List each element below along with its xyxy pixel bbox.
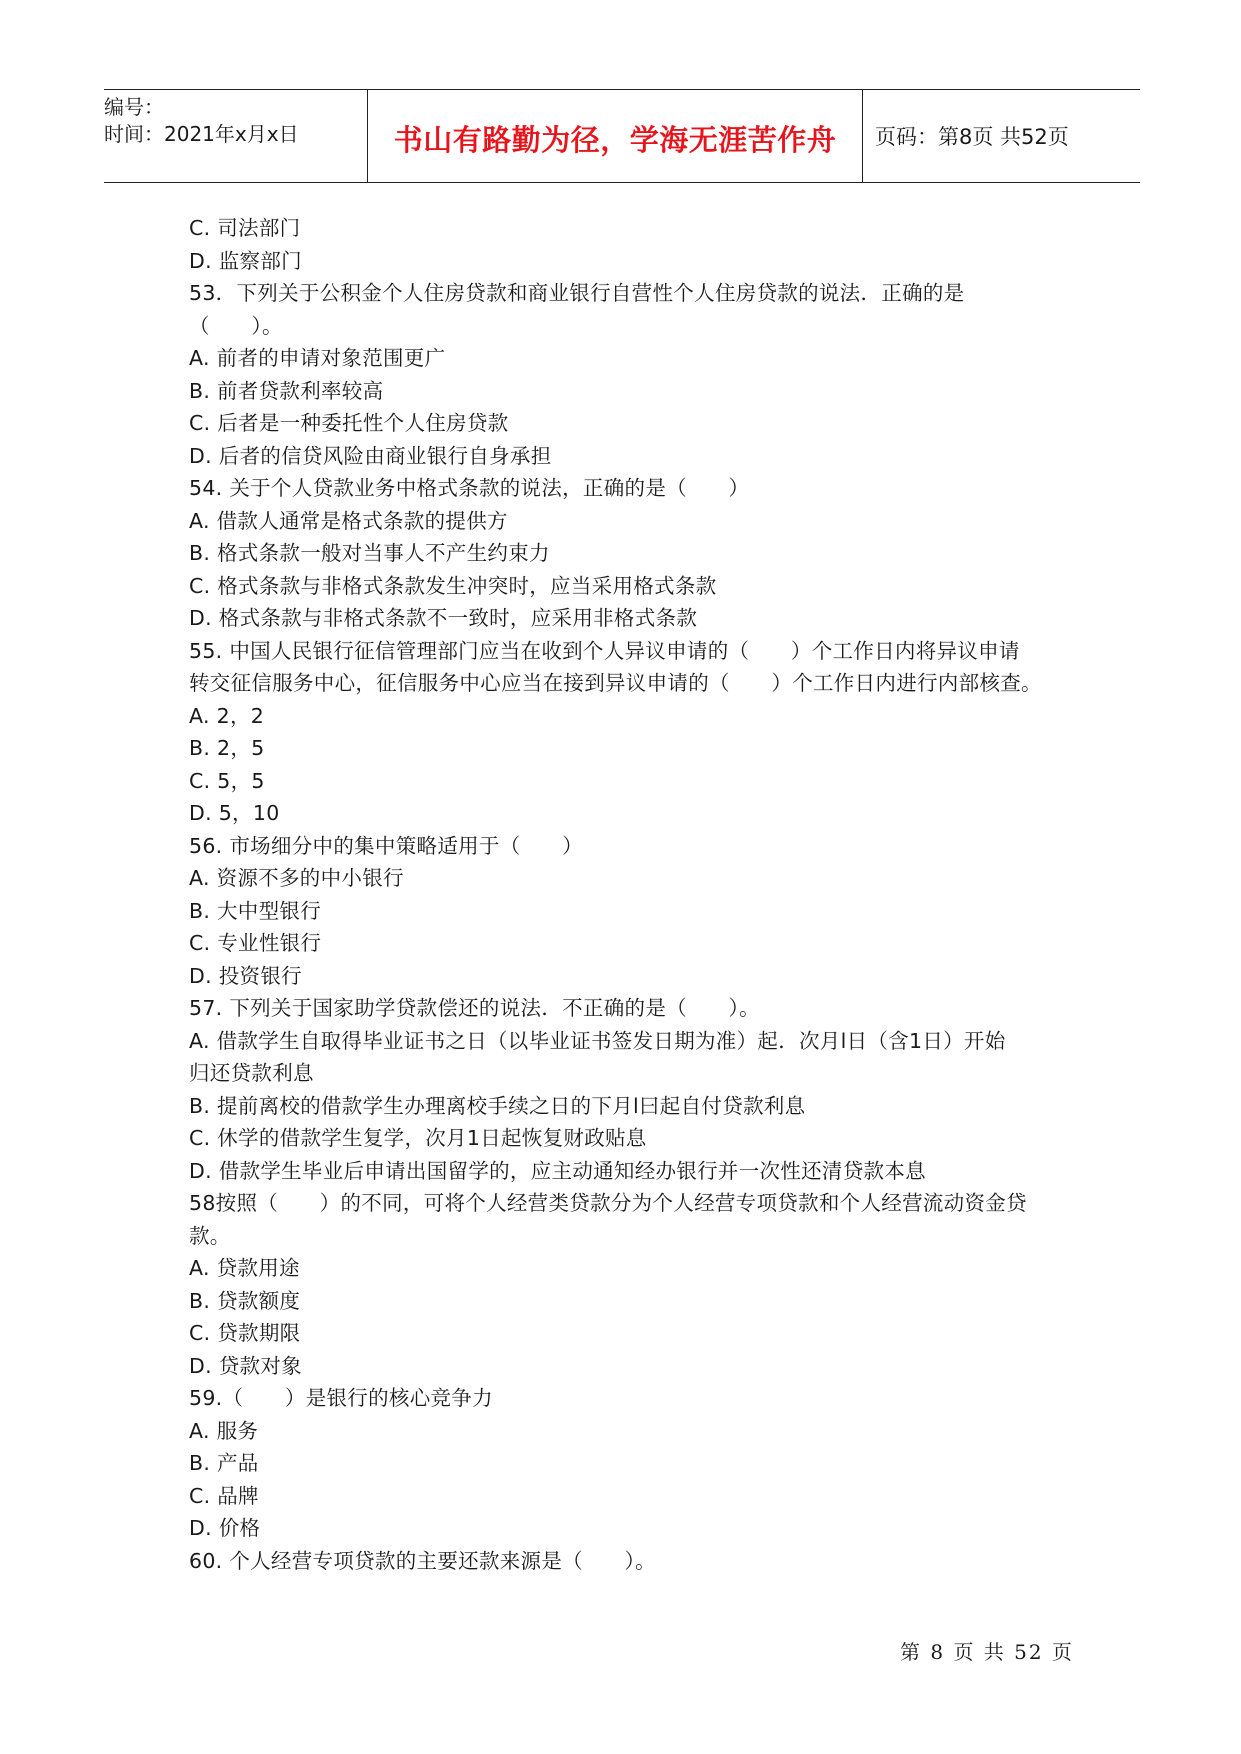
header-left-cell [104, 90, 368, 182]
text-line: 59.（ ）是银行的核心竞争力 [189, 1386, 493, 1410]
text-line: D. 价格 [189, 1516, 261, 1540]
code-label: 编号： [104, 95, 164, 119]
text-line: D. 5，10 [189, 801, 280, 825]
text-line: A. 借款学生自取得毕业证书之日（以毕业证书签发日期为准）起．次月l日（含1日）开始 [189, 1028, 1006, 1053]
text-line: 归还贷款利息 [189, 1061, 314, 1085]
page-info: 页码：第8页 共52页 [875, 125, 1069, 149]
text-line: 款。 [189, 1223, 231, 1248]
question-content [189, 212, 1069, 1577]
text-line: D. 贷款对象 [189, 1353, 302, 1378]
text-line: A. 2，2 [189, 703, 265, 728]
text-line: 60. 个人经营专项贷款的主要还款来源是（ ）。 [189, 1548, 656, 1573]
text-line: A. 借款人通常是格式条款的提供方 [189, 508, 508, 533]
text-line: 56. 市场细分中的集中策略适用于（ ） [189, 833, 583, 858]
motto-text: 书山有路勤为径，学海无涯苦作舟 [393, 123, 837, 157]
text-line: C. 专业性银行 [189, 931, 322, 955]
text-line: 55. 中国人民银行征信管理部门应当在收到个人异议申请的（ ）个工作日内将异议申请 [189, 638, 1020, 663]
text-line: C. 品牌 [189, 1483, 259, 1508]
text-line: 53．下列关于公积金个人住房贷款和商业银行自营性个人住房贷款的说法．正确的是 [189, 281, 965, 305]
text-line: C. 贷款期限 [189, 1321, 301, 1345]
text-line: C. 司法部门 [189, 216, 301, 240]
text-line: B. 前者贷款利率较高 [189, 378, 384, 403]
text-line: 54. 关于个人贷款业务中格式条款的说法，正确的是（ ） [189, 476, 750, 500]
text-line: D. 后者的信贷风险由商业银行自身承担 [189, 443, 552, 468]
text-line: B. 产品 [189, 1451, 259, 1475]
text-line: B. 大中型银行 [189, 898, 321, 923]
page-footer: 第 8 页 共 52 页 [900, 1640, 1074, 1664]
text-line: D. 监察部门 [189, 248, 302, 273]
text-line: D. 投资银行 [189, 963, 302, 988]
text-line: 转交征信服务中心，征信服务中心应当在接到异议申请的（ ）个工作日内进行内部核查。 [189, 671, 1042, 695]
text-line: A. 服务 [189, 1418, 259, 1443]
text-line: C. 休学的借款学生复学，次月1日起恢复财政贴息 [189, 1126, 647, 1150]
text-line: 57. 下列关于国家助学贷款偿还的说法．不正确的是（ ）。 [189, 996, 760, 1020]
text-line: C. 后者是一种委托性个人住房贷款 [189, 411, 509, 435]
text-line: B. 贷款额度 [189, 1288, 301, 1313]
header-right-cell [863, 90, 1140, 182]
text-line: 58按照（ ）的不同，可将个人经营类贷款分为个人经营专项贷款和个人经营流动资金贷 [189, 1191, 1027, 1215]
text-line: C. 格式条款与非格式条款发生冲突时，应当采用格式条款 [189, 573, 717, 598]
text-line: A. 贷款用途 [189, 1256, 300, 1280]
text-line: A. 资源不多的中小银行 [189, 866, 404, 890]
text-line: B. 格式条款一般对当事人不产生约束力 [189, 541, 550, 565]
text-line: D. 格式条款与非格式条款不一致时，应采用非格式条款 [189, 606, 698, 630]
header-motto-cell [368, 90, 863, 182]
text-line: B. 提前离校的借款学生办理离校手续之日的下月l曰起自付贷款利息 [189, 1093, 806, 1118]
text-line: （ ）。 [189, 313, 283, 338]
time-label: 时间：2021年x月x日 [104, 122, 299, 146]
page-header [104, 89, 1140, 183]
text-line: D. 借款学生毕业后申请出国留学的，应主动通知经办银行并一次性还清贷款本息 [189, 1158, 926, 1183]
text-line: B. 2，5 [189, 736, 265, 760]
text-line: A. 前者的申请对象范围更广 [189, 346, 446, 370]
text-line: C. 5，5 [189, 768, 265, 793]
